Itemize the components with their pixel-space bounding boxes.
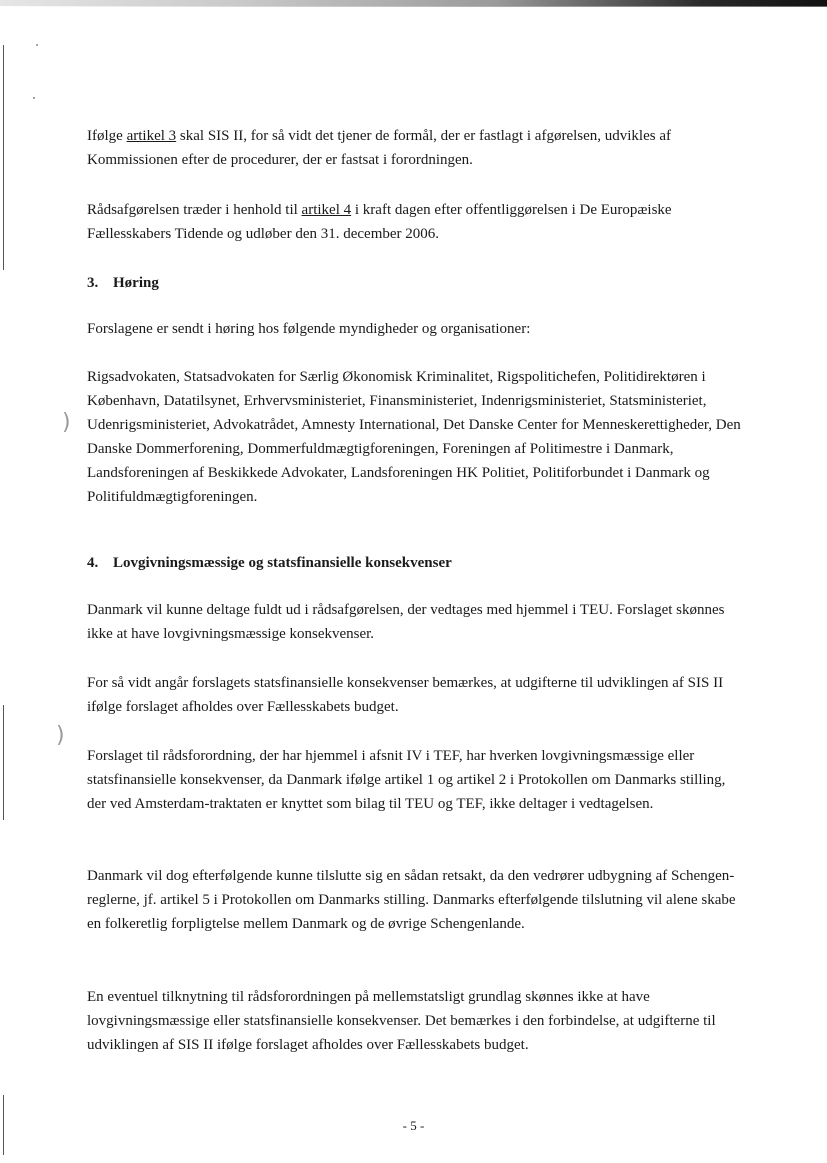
section-number: 4. [87,555,99,571]
text-run: Ifølge [87,128,127,144]
paragraph: Forslaget til rådsforordning, der har hjemmel i afsnit IV i TEF, har hverken lovgivningsmæssige eller statsfinansielle konsekvenser, da Danmark ifølge artikel 1 og artikel 2 i Protokollen om Danmarks stilling, der ved Amsterdam-traktaten er knyttet som bilag til TEU og TEF, ikke deltager i vedtagelsen. [87,748,726,812]
scan-speck [33,97,35,99]
scan-left-edge [3,705,4,820]
article-reference: artikel 4 [301,202,352,218]
article-reference: artikel 3 [126,128,177,144]
section-number: 3. [87,275,99,291]
paragraph [87,198,747,246]
punch-hole-mark: ) [62,410,71,435]
scan-left-edge [3,45,4,270]
paragraph: Forslagene er sendt i høring hos følgende myndigheder og organisationer: [87,321,531,337]
text-run: skal SIS II, for så vidt det tjener de formål, der er fastlagt i afgørelsen, udvikles af Kommissionen efter de procedurer, der er fastsat i forordningen. [87,128,671,168]
paragraph: Rigsadvokaten, Statsadvokaten for Særlig Økonomisk Kriminalitet, Rigspolitichefen, Politidirektøren i København, Datatilsynet, Erhvervsministeriet, Finansministeriet, Indenrigsministeriet, Statsministeriet, Udenrigsministeriet, Advokatrådet, Amnesty International, Det Danske Center for Menneskerettigheder, Den Danske Dommerforening, Dommerfuldmægtigforeningen, Foreningen af Politimestre i Danmark, Landsforeningen af Beskikkede Advokater, Landsforeningen HK Politiet, Politiforbundet i Danmark og Politifuldmægtigforeningen. [87,369,741,505]
text-run: Rådsafgørelsen træder i henhold til [87,202,302,218]
text-run: i kraft dagen efter offentliggørelsen i De Europæiske Fællesskabers Tidende og udløber den 31. december 2006. [87,202,672,242]
paragraph: Danmark vil kunne deltage fuldt ud i rådsafgørelsen, der vedtages med hjemmel i TEU. Forslaget skønnes ikke at have lovgivningsmæssige konsekvenser. [87,602,725,642]
scan-top-line [0,6,827,7]
section-title: Lovgivningsmæssige og statsfinansielle konsekvenser [113,555,452,571]
paragraph [87,124,747,172]
paragraph: Danmark vil dog efterfølgende kunne tilslutte sig en sådan retsakt, da den vedrører udbygning af Schengen-reglerne, jf. artikel 5 i Protokollen om Danmarks stilling. Danmarks efterfølgende tilslutning vil alene skabe en folkeretlig forpligtelse mellem Danmark og de øvrige Schengenlande. [87,868,736,932]
section-heading [87,551,452,575]
section-title: Høring [113,275,159,291]
paragraph: For så vidt angår forslagets statsfinansielle konsekvenser bemærkes, at udgifterne til udviklingen af SIS II ifølge forslaget afholdes over Fællesskabets budget. [87,675,724,715]
scan-speck [36,44,38,46]
section-heading [87,271,159,295]
punch-hole-mark: ) [56,723,65,748]
paragraph: En eventuel tilknytning til rådsforordningen på mellemstatsligt grundlag skønnes ikke at have lovgivningsmæssige eller statsfinansielle konsekvenser. Det bemærkes i den forbindelse, at udgifterne til udviklingen af SIS II ifølge forslaget afholdes over Fællesskabets budget. [87,989,716,1053]
page-number: - 5 - [402,1118,425,1133]
